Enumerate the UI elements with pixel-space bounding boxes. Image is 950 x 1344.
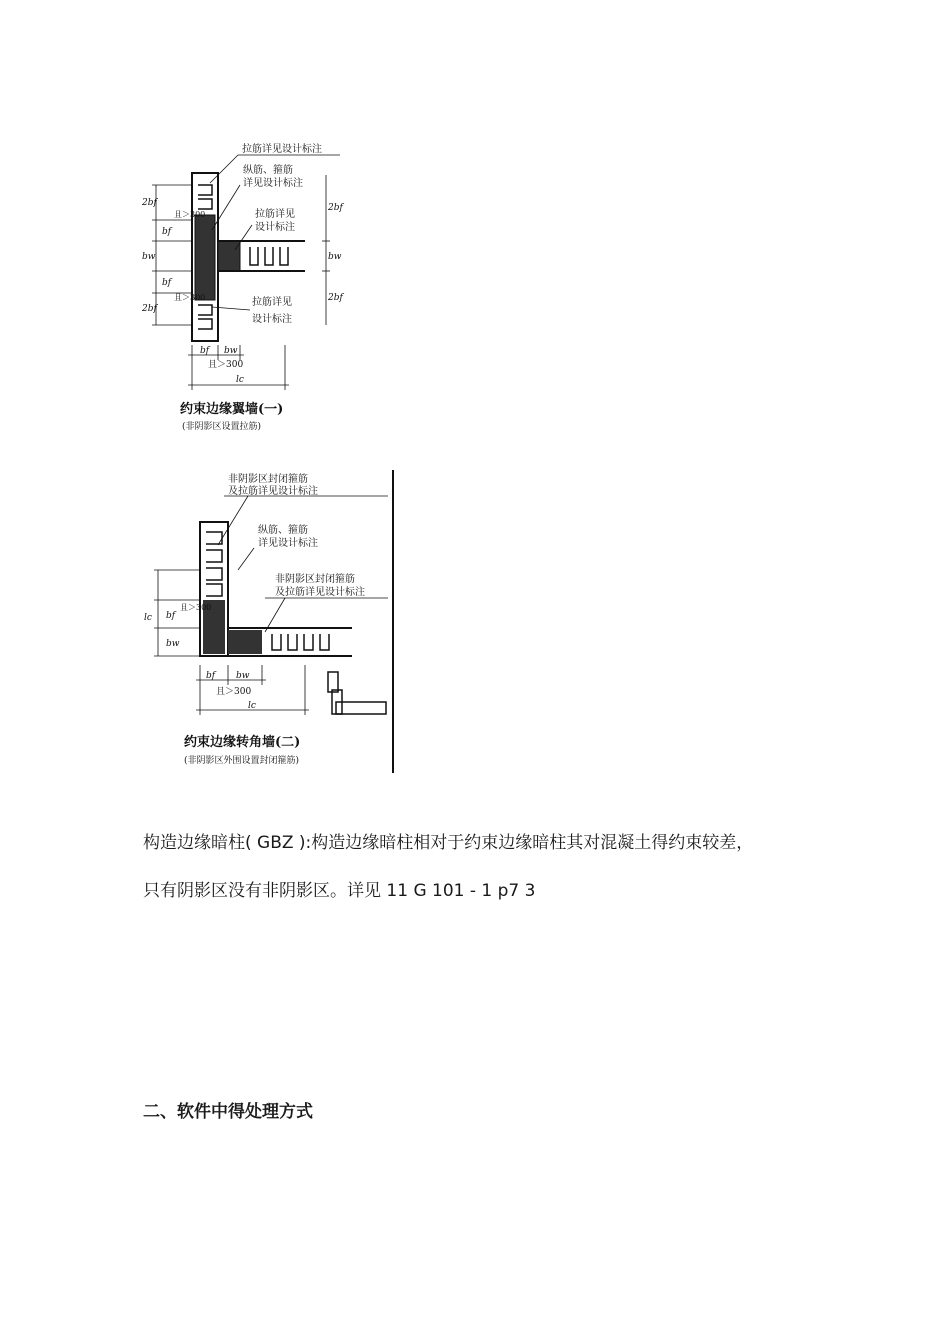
figure-flanged-wall	[140, 135, 345, 435]
dim-right-2bf-bottom: 2bf	[328, 293, 343, 303]
dim-left-bf-bottom: bf	[162, 278, 172, 288]
callout-closed-stirrup-1a: 非阴影区封闭箍筋	[228, 474, 308, 485]
dim-bottom-bw: bw	[236, 671, 250, 681]
dim-left-bw: bw	[142, 252, 156, 262]
dim-bottom-bw: bw	[224, 346, 238, 356]
dim-right-bw: bw	[328, 252, 342, 262]
figure1-caption: 约束边缘翼墙(一)	[180, 402, 284, 417]
paragraph-line-1: 构造边缘暗柱( GBZ ):构造边缘暗柱相对于约束边缘暗柱其对混凝土得约束较差，	[143, 833, 754, 853]
dim-right-2bf-top: 2bf	[328, 203, 343, 213]
figure2-caption: 约束边缘转角墙(二)	[184, 735, 301, 750]
section-heading: 二、软件中得处理方式	[143, 1102, 313, 1122]
callout-tie-note-2a: 拉筋详见	[255, 209, 295, 220]
callout-tie-note-2b: 设计标注	[255, 222, 295, 233]
dim-bottom-note: 且＞300	[216, 687, 252, 697]
dim-left-lc: lc	[144, 613, 152, 623]
dim-bottom-bf: bf	[200, 346, 210, 356]
callout-closed-stirrup-2a: 非阴影区封闭箍筋	[275, 574, 355, 585]
callout-tie-note-3b: 设计标注	[252, 314, 292, 325]
figure2-subcaption: (非阴影区外围设置封闭箍筋)	[184, 756, 300, 766]
figure-corner-wall	[140, 470, 400, 775]
dim-left-bf: bf	[166, 611, 176, 621]
dim-left-2bf-top: 2bf	[142, 198, 157, 208]
dim-bottom-lc: lc	[248, 701, 256, 711]
callout-closed-stirrup-2b: 及拉筋详见设计标注	[275, 587, 365, 598]
dim-left-bf-top: bf	[162, 227, 172, 237]
callout-bar-note-1: 纵筋、箍筋	[243, 165, 293, 176]
dim-left-bw: bw	[166, 639, 180, 649]
callout-tie-note-3a: 拉筋详见	[252, 297, 292, 308]
callout-closed-stirrup-1b: 及拉筋详见设计标注	[228, 486, 318, 497]
dim-bottom-note: 且＞300	[208, 360, 244, 370]
callout-bar-note-a: 纵筋、箍筋	[258, 525, 308, 536]
paragraph-line-2: 只有阴影区没有非阴影区。详见 11 G 101 - 1 p7 3	[143, 881, 536, 901]
callout-bar-note-b: 详见设计标注	[258, 538, 318, 549]
figure1-subcaption: (非阴影区设置拉筋)	[182, 422, 262, 432]
dim-left-note-lower: 且＞300	[174, 293, 206, 302]
dim-bottom-lc: lc	[236, 375, 244, 385]
callout-tie-note-1: 拉筋详见设计标注	[242, 144, 322, 155]
dim-left-2bf-bottom: 2bf	[142, 304, 157, 314]
callout-bar-note-2: 详见设计标注	[243, 178, 303, 189]
dim-bottom-bf: bf	[206, 671, 216, 681]
dim-left-note-upper: 且＞300	[174, 210, 206, 219]
dim-left-note: 且＞300	[180, 603, 212, 612]
